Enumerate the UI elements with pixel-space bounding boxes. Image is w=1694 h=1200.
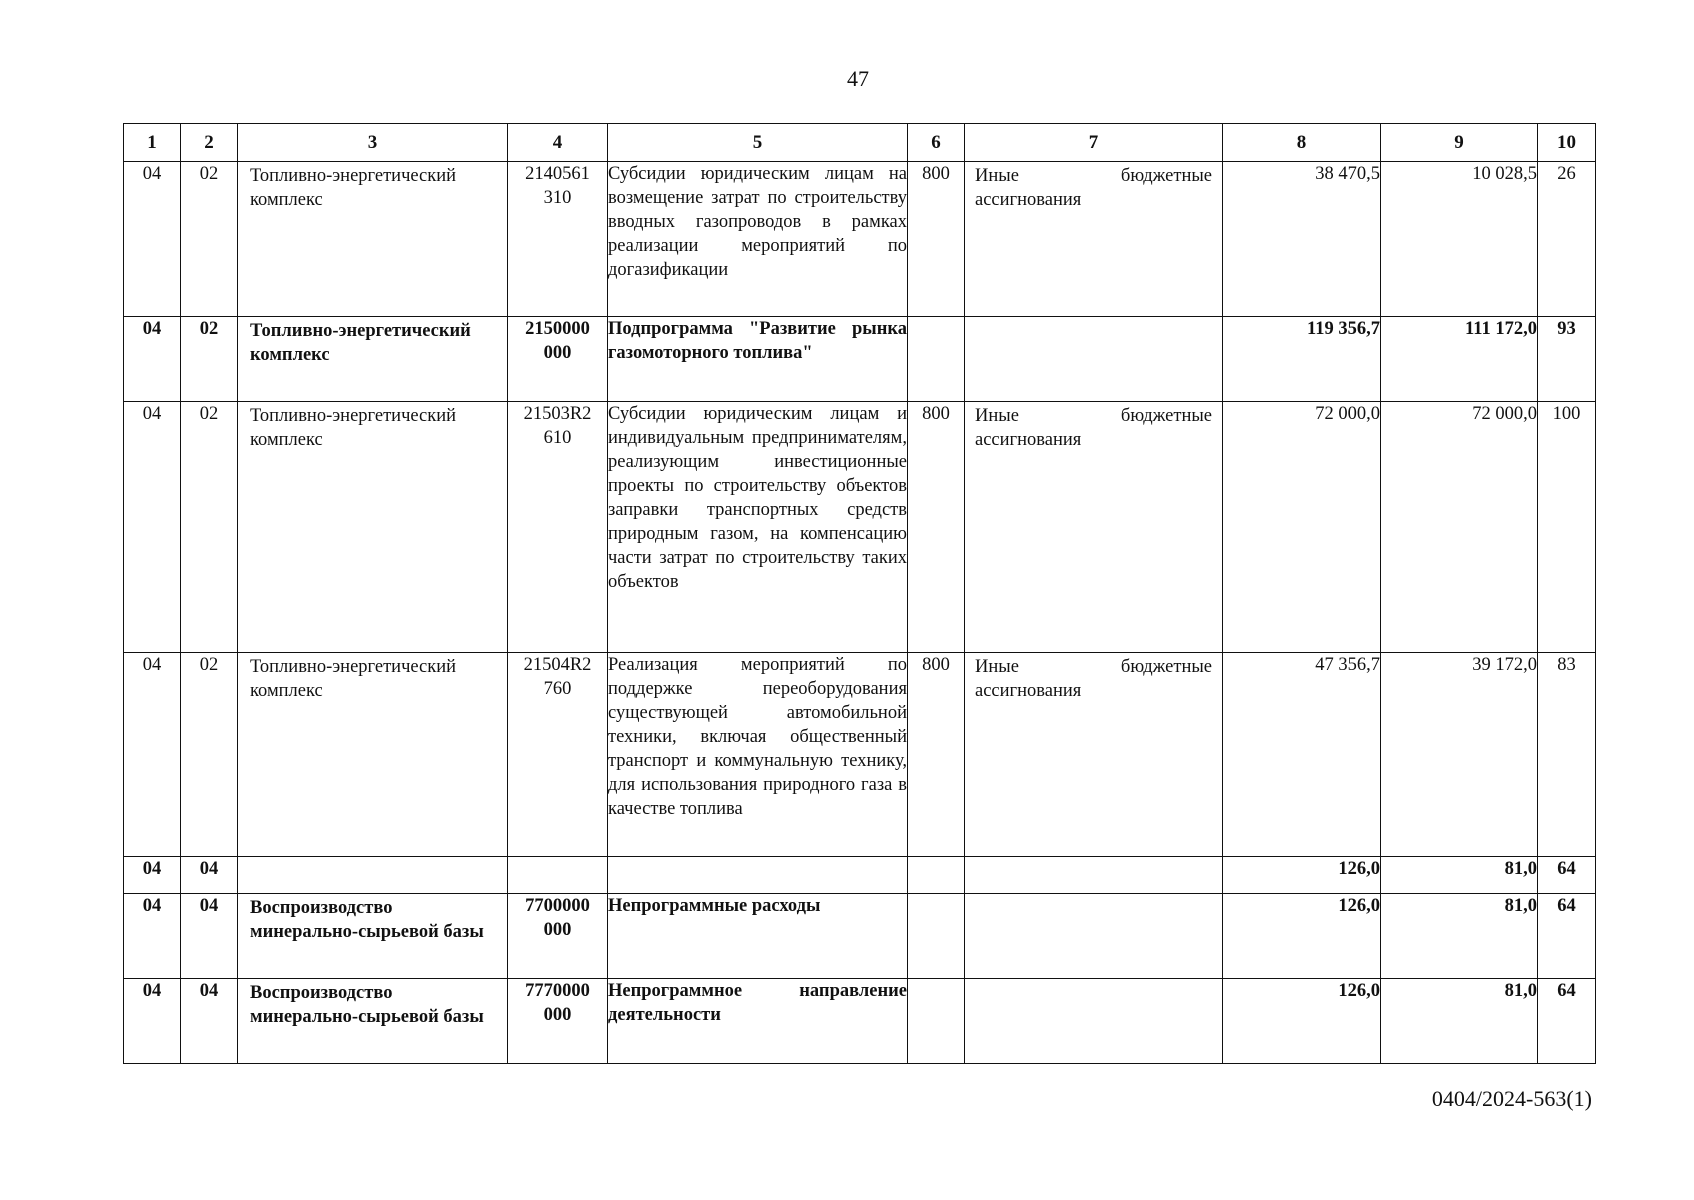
cell-col-8: 126,0 <box>1223 894 1381 979</box>
cell-expense-name <box>965 979 1223 1064</box>
cell-target-code: 21504R2 760 <box>508 653 608 857</box>
cell-description: Реализация мероприятий по поддержке переоборудования существующей автомобильной техники, включая общественный транспорт и коммунальную технику, для использования природного газа в качестве топлива <box>608 653 908 857</box>
cell-col-9: 81,0 <box>1381 894 1538 979</box>
cell-col-9: 81,0 <box>1381 857 1538 894</box>
header-row <box>124 124 1596 162</box>
cell-subsection: 02 <box>181 402 238 653</box>
cell-description: Подпрограмма "Развитие рынка газомоторного топлива" <box>608 317 908 402</box>
cell-expense-name: Иные бюджетные ассигнования <box>965 402 1223 653</box>
cell-col-10: 100 <box>1538 402 1596 653</box>
cell-name <box>238 857 508 894</box>
table-row <box>124 162 1596 317</box>
header-col-3: 3 <box>238 124 508 162</box>
header-col-5: 5 <box>608 124 908 162</box>
cell-col-8: 126,0 <box>1223 857 1381 894</box>
header-col-10: 10 <box>1538 124 1596 162</box>
cell-col-8: 38 470,5 <box>1223 162 1381 317</box>
cell-section: 04 <box>124 894 181 979</box>
table-row <box>124 857 1596 894</box>
cell-description <box>608 857 908 894</box>
cell-subsection: 02 <box>181 317 238 402</box>
cell-section: 04 <box>124 653 181 857</box>
table-row <box>124 653 1596 857</box>
cell-expense-name <box>965 894 1223 979</box>
cell-col-10: 64 <box>1538 857 1596 894</box>
table-row <box>124 402 1596 653</box>
cell-col-10: 93 <box>1538 317 1596 402</box>
header-col-7: 7 <box>965 124 1223 162</box>
cell-subsection: 04 <box>181 894 238 979</box>
cell-name: Воспроизводство минерально-сырьевой базы <box>238 894 508 979</box>
header-col-8: 8 <box>1223 124 1381 162</box>
cell-section: 04 <box>124 402 181 653</box>
header-col-1: 1 <box>124 124 181 162</box>
table-row <box>124 317 1596 402</box>
cell-expense-type: 800 <box>908 402 965 653</box>
cell-target-code: 21503R2 610 <box>508 402 608 653</box>
budget-table <box>123 123 1596 1064</box>
cell-col-10: 26 <box>1538 162 1596 317</box>
cell-target-code: 2140561 310 <box>508 162 608 317</box>
cell-expense-type <box>908 894 965 979</box>
cell-col-8: 126,0 <box>1223 979 1381 1064</box>
cell-col-10: 83 <box>1538 653 1596 857</box>
header-col-9: 9 <box>1381 124 1538 162</box>
cell-subsection: 02 <box>181 653 238 857</box>
cell-expense-name <box>965 317 1223 402</box>
cell-name: Топливно-энергетический комплекс <box>238 653 508 857</box>
cell-expense-type <box>908 979 965 1064</box>
cell-section: 04 <box>124 317 181 402</box>
cell-target-code: 7770000 000 <box>508 979 608 1064</box>
cell-target-code: 2150000 000 <box>508 317 608 402</box>
cell-subsection: 02 <box>181 162 238 317</box>
table-row <box>124 979 1596 1064</box>
header-col-6: 6 <box>908 124 965 162</box>
header-col-4: 4 <box>508 124 608 162</box>
cell-name: Топливно-энергетический комплекс <box>238 162 508 317</box>
cell-col-9: 72 000,0 <box>1381 402 1538 653</box>
cell-subsection: 04 <box>181 979 238 1064</box>
cell-section: 04 <box>124 979 181 1064</box>
cell-expense-name <box>965 857 1223 894</box>
cell-name: Воспроизводство минерально-сырьевой базы <box>238 979 508 1064</box>
document-code: 0404/2024-563(1) <box>1431 1086 1592 1111</box>
cell-expense-type: 800 <box>908 162 965 317</box>
page-number: 47 <box>847 66 869 91</box>
table-row <box>124 894 1596 979</box>
cell-expense-type <box>908 317 965 402</box>
cell-subsection: 04 <box>181 857 238 894</box>
cell-col-9: 81,0 <box>1381 979 1538 1064</box>
cell-col-8: 119 356,7 <box>1223 317 1381 402</box>
cell-description: Непрограммное направление деятельности <box>608 979 908 1064</box>
cell-col-8: 72 000,0 <box>1223 402 1381 653</box>
cell-name: Топливно-энергетический комплекс <box>238 402 508 653</box>
cell-description: Субсидии юридическим лицам и индивидуальным предпринимателям, реализующим инвестиционные проекты по строительству объектов заправки транспортных средств природным газом, на компенсацию части затрат по строительству таких объектов <box>608 402 908 653</box>
cell-col-9: 10 028,5 <box>1381 162 1538 317</box>
cell-col-10: 64 <box>1538 979 1596 1064</box>
cell-col-8: 47 356,7 <box>1223 653 1381 857</box>
cell-description: Непрограммные расходы <box>608 894 908 979</box>
cell-target-code <box>508 857 608 894</box>
cell-col-9: 39 172,0 <box>1381 653 1538 857</box>
cell-col-9: 111 172,0 <box>1381 317 1538 402</box>
cell-description: Субсидии юридическим лицам на возмещение затрат по строительству вводных газопроводов в рамках реализации мероприятий по догазификации <box>608 162 908 317</box>
cell-section: 04 <box>124 162 181 317</box>
cell-expense-type: 800 <box>908 653 965 857</box>
cell-name: Топливно-энергетический комплекс <box>238 317 508 402</box>
cell-expense-name: Иные бюджетные ассигнования <box>965 162 1223 317</box>
cell-target-code: 7700000 000 <box>508 894 608 979</box>
cell-expense-name: Иные бюджетные ассигнования <box>965 653 1223 857</box>
header-col-2: 2 <box>181 124 238 162</box>
cell-expense-type <box>908 857 965 894</box>
cell-section: 04 <box>124 857 181 894</box>
cell-col-10: 64 <box>1538 894 1596 979</box>
